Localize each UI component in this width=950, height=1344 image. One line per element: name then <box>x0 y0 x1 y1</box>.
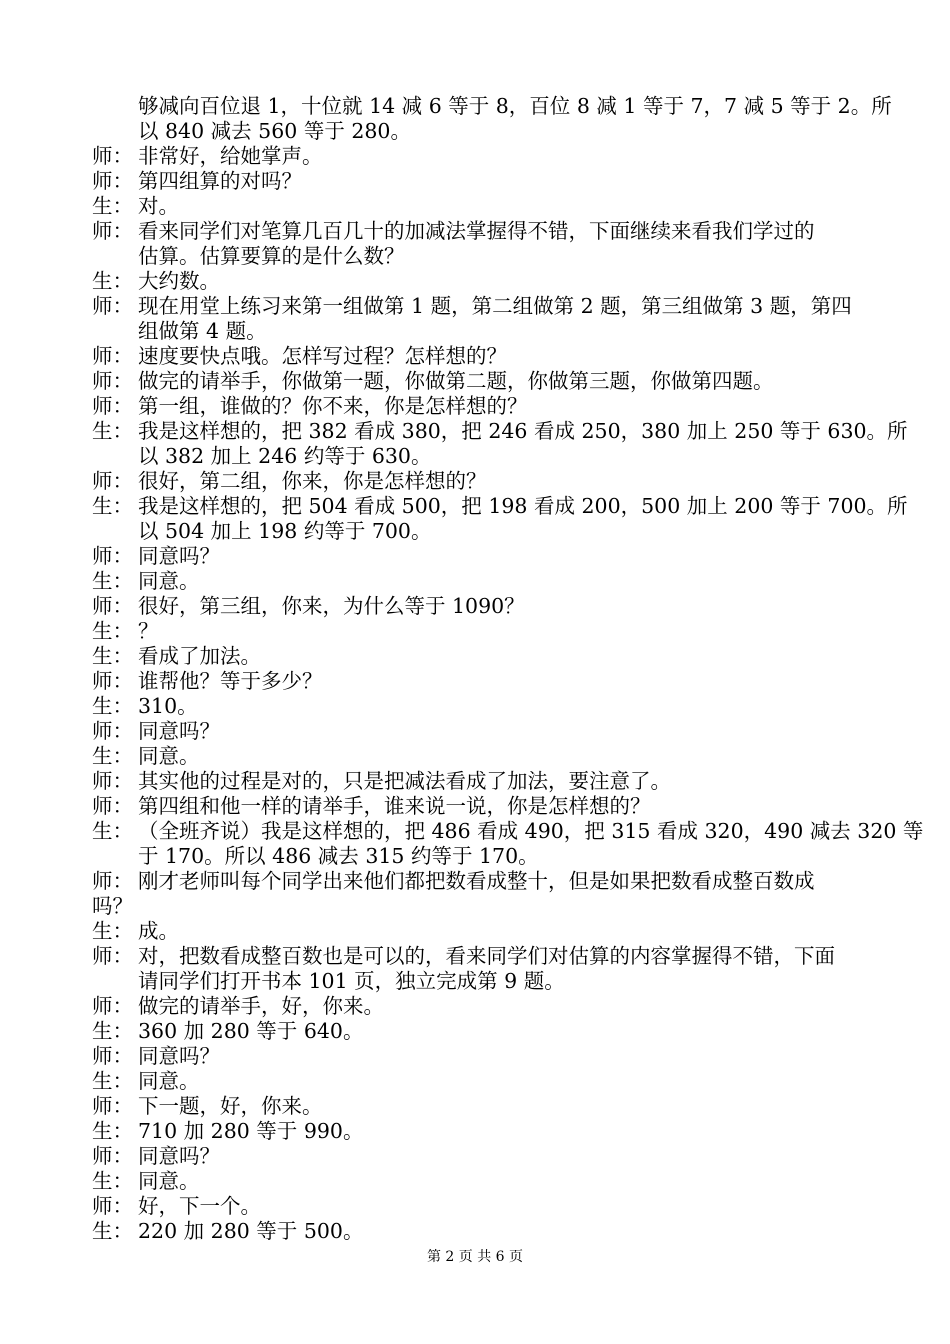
speaker-label: 师： <box>92 219 133 243</box>
utterance <box>138 1119 864 1144</box>
dialogue-line <box>92 1219 864 1244</box>
utterance <box>138 569 864 594</box>
dialogue-line <box>92 1144 864 1169</box>
dialogue-line <box>92 994 864 1019</box>
utterance-line: 以 382 加上 246 约等于 630。 <box>138 444 432 468</box>
utterance <box>138 1219 864 1244</box>
utterance <box>138 144 864 169</box>
dialogue-line <box>92 694 864 719</box>
utterance-line: 速度要快点哦。怎样写过程？怎样想的？ <box>138 344 507 368</box>
dialogue-line <box>92 569 864 594</box>
utterance-line: 成。 <box>138 919 179 943</box>
dialogue-line <box>92 144 864 169</box>
dialogue-line <box>92 669 864 694</box>
utterance-line: 请同学们打开书本 101 页，独立完成第 9 题。 <box>138 969 565 993</box>
utterance <box>138 369 864 394</box>
speaker-label: 师： <box>92 544 133 568</box>
utterance <box>138 744 864 769</box>
dialogue-body <box>92 94 924 1244</box>
utterance-line: 同意吗？ <box>138 719 220 743</box>
utterance <box>138 719 864 744</box>
utterance <box>138 794 864 819</box>
utterance-line: 很好，第三组，你来，为什么等于 1090？ <box>138 594 525 618</box>
utterance <box>138 194 864 219</box>
utterance-line: 看来同学们对笔算几百几十的加减法掌握得不错，下面继续来看我们学过的 <box>138 219 815 243</box>
utterance <box>138 394 864 419</box>
speaker-label: 师： <box>92 344 133 368</box>
utterance <box>138 1069 864 1094</box>
speaker-label: 师： <box>92 1194 133 1218</box>
dialogue-line <box>92 194 864 219</box>
utterance <box>138 919 864 944</box>
speaker-label: 师： <box>92 794 133 818</box>
utterance-line: 同意吗？ <box>138 1044 220 1068</box>
utterance-line: 大约数。 <box>138 269 220 293</box>
dialogue-line <box>92 469 864 494</box>
speaker-label: 生： <box>92 1169 133 1193</box>
utterance-line: 同意。 <box>138 569 200 593</box>
dialogue-line <box>92 169 864 194</box>
dialogue-line <box>92 719 864 744</box>
utterance-line: 做完的请举手，好，你来。 <box>138 994 384 1018</box>
speaker-label: 师： <box>92 719 133 743</box>
dialogue-line <box>92 819 924 869</box>
utterance-line: 我是这样想的，把 382 看成 380，把 246 看成 250，380 加上 250 等于 630。所 <box>138 419 908 443</box>
utterance-line: 第一组，谁做的？你不来，你是怎样想的？ <box>138 394 528 418</box>
utterance <box>138 1094 864 1119</box>
utterance-line: 于 170。所以 486 减去 315 约等于 170。 <box>138 844 539 868</box>
dialogue-line <box>92 369 864 394</box>
utterance-line: 做完的请举手，你做第一题，你做第二题，你做第三题，你做第四题。 <box>138 369 774 393</box>
speaker-label: 生： <box>92 1019 133 1043</box>
speaker-label: 生： <box>92 569 133 593</box>
speaker-label: 师： <box>92 769 133 793</box>
utterance <box>138 269 864 294</box>
speaker-label: 师： <box>92 669 133 693</box>
dialogue-line <box>92 1194 864 1219</box>
speaker-label: 师： <box>92 1094 133 1118</box>
utterance-line: 同意吗？ <box>138 544 220 568</box>
utterance-line: 220 加 280 等于 500。 <box>138 1219 364 1243</box>
utterance <box>138 1144 864 1169</box>
utterance-line: 360 加 280 等于 640。 <box>138 1019 364 1043</box>
utterance <box>138 644 864 669</box>
utterance-line: 其实他的过程是对的，只是把减法看成了加法，要注意了。 <box>138 769 671 793</box>
dialogue-line <box>92 219 864 269</box>
utterance-line: 第四组和他一样的请举手，谁来说一说，你是怎样想的？ <box>138 794 651 818</box>
utterance <box>138 1044 864 1069</box>
utterance-line: 同意。 <box>138 744 200 768</box>
dialogue-line <box>92 644 864 669</box>
utterance <box>138 469 864 494</box>
utterance <box>138 494 908 544</box>
dialogue-line <box>92 269 864 294</box>
dialogue-line <box>92 1069 864 1094</box>
utterance-line: 谁帮他？等于多少？ <box>138 669 323 693</box>
speaker-label: 师： <box>92 1144 133 1168</box>
utterance <box>138 544 864 569</box>
utterance-line: （全班齐说）我是这样想的，把 486 看成 490，把 315 看成 320，490 减去 320 等 <box>138 819 924 843</box>
utterance <box>138 1169 864 1194</box>
speaker-label: 生： <box>92 744 133 768</box>
utterance <box>138 769 864 794</box>
utterance <box>138 594 864 619</box>
opening-paragraph <box>92 94 892 144</box>
speaker-label: 师： <box>92 169 133 193</box>
utterance <box>138 419 908 469</box>
speaker-label: 师： <box>92 294 133 318</box>
dialogue-list <box>92 144 924 1244</box>
utterance <box>138 1019 864 1044</box>
utterance <box>138 344 864 369</box>
utterance <box>138 219 864 269</box>
utterance <box>138 1194 864 1219</box>
speaker-label: 生： <box>92 419 133 443</box>
dialogue-line <box>92 1094 864 1119</box>
utterance <box>138 619 864 644</box>
dialogue-line <box>92 944 864 994</box>
utterance <box>138 294 864 344</box>
utterance-line: 同意吗？ <box>138 1144 220 1168</box>
utterance-line: 估算。估算要算的是什么数？ <box>138 244 405 268</box>
dialogue-line <box>92 1169 864 1194</box>
utterance-line: 对，把数看成整百数也是可以的，看来同学们对估算的内容掌握得不错，下面 <box>138 944 835 968</box>
speaker-label: 生： <box>92 1219 133 1243</box>
speaker-label: 师： <box>92 144 133 168</box>
utterance-line: 现在用堂上练习来第一组做第 1 题，第二组做第 2 题，第三组做第 3 题，第四 <box>138 294 852 318</box>
utterance-line: 很好，第二组，你来，你是怎样想的？ <box>138 469 487 493</box>
speaker-label: 师： <box>92 394 133 418</box>
utterance-line: 好，下一个。 <box>138 1194 261 1218</box>
utterance <box>138 694 864 719</box>
speaker-label: 师： <box>92 469 133 493</box>
dialogue-line <box>92 494 908 544</box>
dialogue-line <box>92 1044 864 1069</box>
utterance-line: 组做第 4 题。 <box>138 319 267 343</box>
utterance <box>138 994 864 1019</box>
utterance-line: 以 504 加上 198 约等于 700。 <box>138 519 432 543</box>
utterance-line: 下一题，好，你来。 <box>138 1094 323 1118</box>
utterance-line: ？ <box>138 619 159 643</box>
speaker-label: 生： <box>92 494 133 518</box>
dialogue-line <box>92 544 864 569</box>
dialogue-line <box>92 419 908 469</box>
utterance <box>138 819 923 869</box>
speaker-label: 生： <box>92 919 133 943</box>
utterance-line: 对。 <box>138 194 179 218</box>
dialogue-line <box>92 594 864 619</box>
speaker-label: 生： <box>92 1119 133 1143</box>
utterance-line: 吗？ <box>92 894 133 918</box>
utterance <box>138 944 864 994</box>
opening-line: 以 840 减去 560 等于 280。 <box>138 119 411 143</box>
utterance <box>138 169 864 194</box>
speaker-label: 师： <box>92 594 133 618</box>
speaker-label: 生： <box>92 1069 133 1093</box>
speaker-label: 师： <box>92 369 133 393</box>
speaker-label: 师： <box>92 869 133 893</box>
utterance-line: 非常好，给她掌声。 <box>138 144 323 168</box>
utterance-line: 刚才老师叫每个同学出来他们都把数看成整十，但是如果把数看成整百数成 <box>138 869 815 893</box>
speaker-label: 师： <box>92 944 133 968</box>
utterance <box>138 669 864 694</box>
utterance-line: 310。 <box>138 694 198 718</box>
dialogue-line <box>92 744 864 769</box>
dialogue-line <box>92 294 864 344</box>
dialogue-line <box>92 769 864 794</box>
utterance-line: 看成了加法。 <box>138 644 261 668</box>
dialogue-line <box>92 794 864 819</box>
dialogue-line <box>92 1019 864 1044</box>
page-footer: 第 2 页 共 6 页 <box>426 1249 524 1265</box>
speaker-label: 生： <box>92 194 133 218</box>
opening-line: 够减向百位退 1，十位就 14 减 6 等于 8，百位 8 减 1 等于 7，7 减 5 等于 2。所 <box>138 94 892 118</box>
speaker-label: 师： <box>92 1044 133 1068</box>
utterance-line: 同意。 <box>138 1069 200 1093</box>
speaker-label: 生： <box>92 619 133 643</box>
dialogue-line <box>92 619 864 644</box>
speaker-label: 生： <box>92 269 133 293</box>
speaker-label: 生： <box>92 694 133 718</box>
dialogue-line <box>92 1119 864 1144</box>
speaker-label: 生： <box>92 819 133 843</box>
speaker-label: 生： <box>92 644 133 668</box>
dialogue-line <box>92 394 864 419</box>
dialogue-line <box>92 344 864 369</box>
dialogue-line <box>92 919 864 944</box>
utterance-line: 同意。 <box>138 1169 200 1193</box>
speaker-label: 师： <box>92 994 133 1018</box>
dialogue-line <box>92 869 864 919</box>
utterance-line: 我是这样想的，把 504 看成 500，把 198 看成 200，500 加上 200 等于 700。所 <box>138 494 908 518</box>
utterance-line: 第四组算的对吗？ <box>138 169 302 193</box>
utterance-line: 710 加 280 等于 990。 <box>138 1119 364 1143</box>
